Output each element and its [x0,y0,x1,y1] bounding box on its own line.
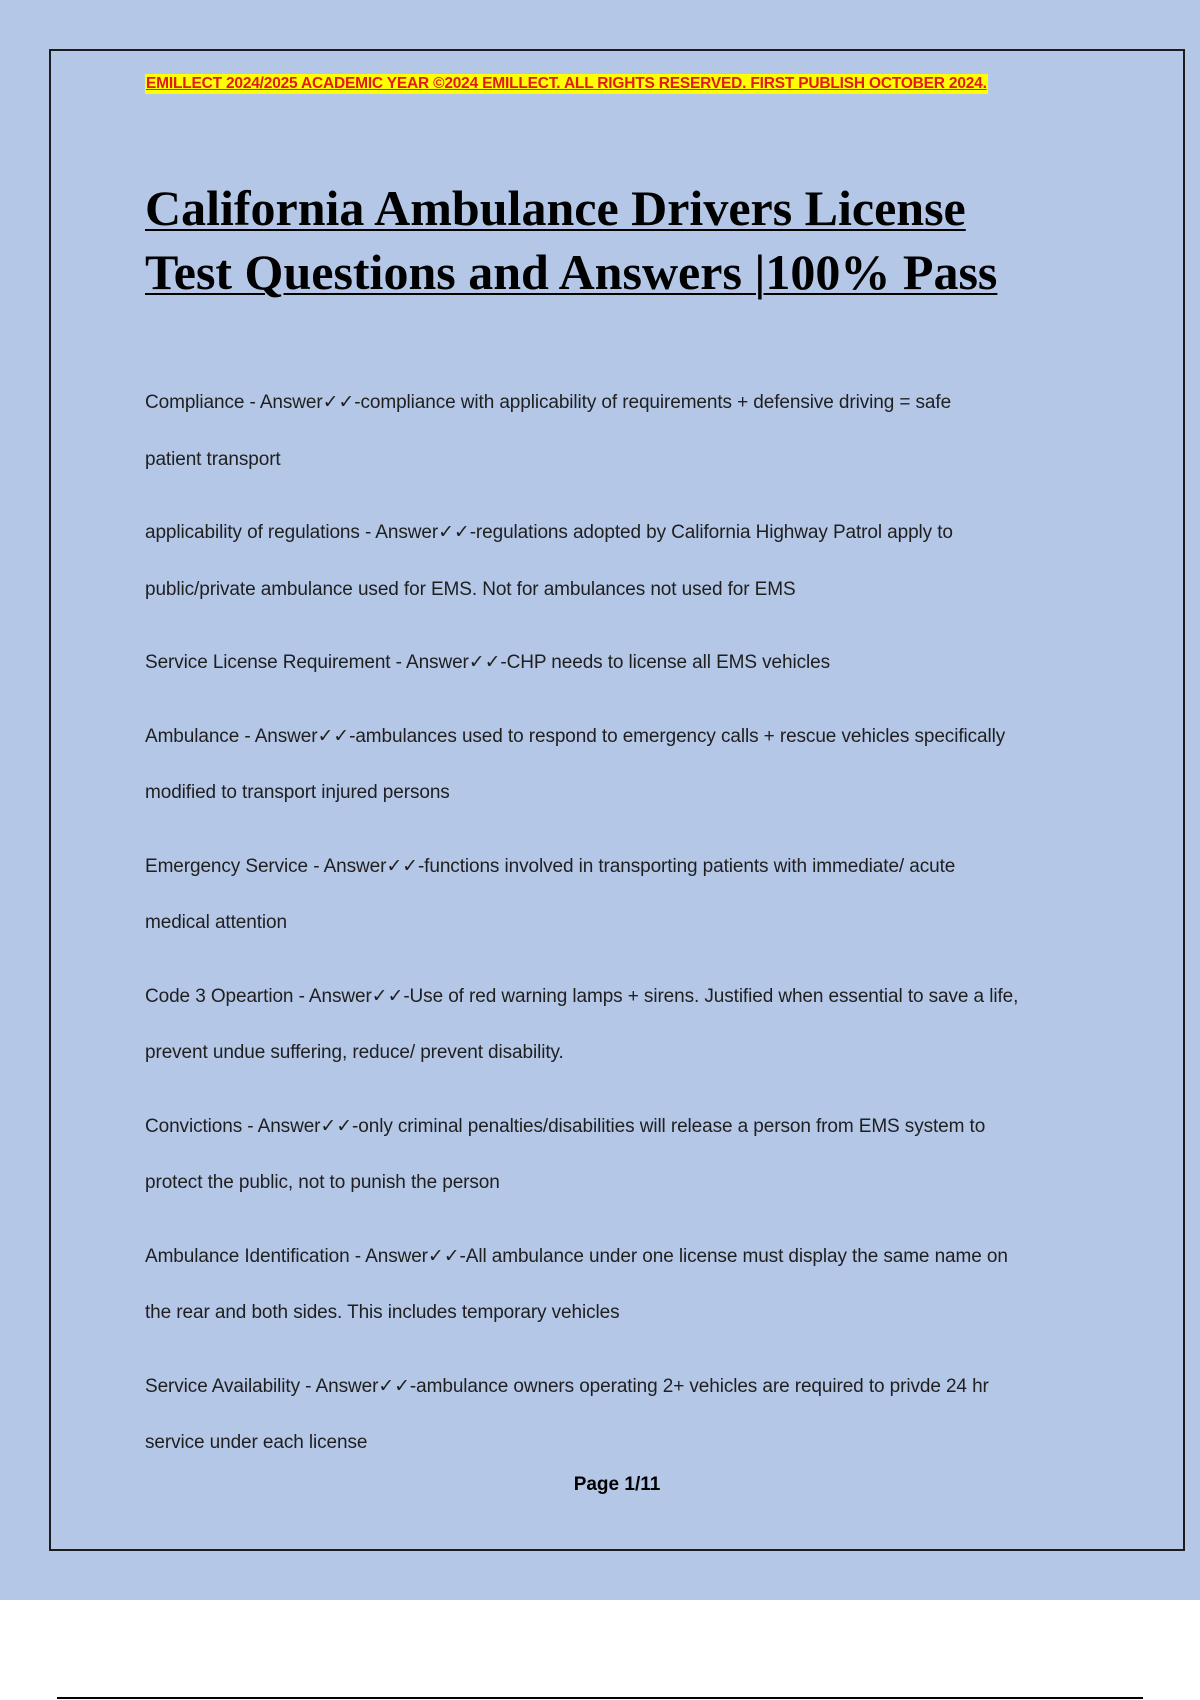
qa-item-service-availability [145,1359,1095,1472]
page-number: Page 1/11 [573,1474,661,1495]
title-line-1: California Ambulance Drivers License [145,180,966,236]
document-title [145,176,1135,304]
qa-item-compliance [145,375,1095,488]
qa-item-code-3 [145,969,1095,1082]
qa-text: Emergency Service - Answer✓✓-functions involved in transporting patients with immediate/ acute [145,855,956,877]
qa-text-continued: patient transport [145,448,281,470]
qa-text-continued: public/private ambulance used for EMS. Not for ambulances not used for EMS [145,578,796,600]
next-page-divider [57,1697,1143,1699]
copyright-banner: EMILLECT 2024/2025 ACADEMIC YEAR ©2024 EMILLECT. ALL RIGHTS RESERVED. FIRST PUBLISH OCTOBER 2024. [146,75,987,92]
qa-text: applicability of regulations - Answer✓✓-regulations adopted by California Highway Patrol apply to [145,522,953,543]
qa-item-emergency-service [145,839,1095,952]
title-line-2: Test Questions and Answers |100% Pass [145,244,998,300]
qa-item-ambulance [145,709,1095,822]
qa-text: Ambulance Identification - Answer✓✓-All ambulance under one license must display the same name on [145,1245,1008,1267]
qa-item-service-license [145,635,1095,692]
qa-text-continued: modified to transport injured persons [145,782,450,803]
qa-item-applicability [145,505,1095,618]
qa-text: Compliance - Answer✓✓-compliance with applicability of requirements + defensive driving = safe [145,392,952,413]
qa-text: Convictions - Answer✓✓-only criminal penalties/disabilities will release a person from EMS system to [145,1115,986,1137]
qa-text-continued: protect the public, not to punish the person [145,1172,500,1193]
qa-text: Service Availability - Answer✓✓-ambulance owners operating 2+ vehicles are required to privde 24 hr [145,1375,989,1397]
qa-text-continued: the rear and both sides. This includes temporary vehicles [145,1302,620,1323]
qa-item-identification [145,1229,1095,1342]
qa-text: Code 3 Opeartion - Answer✓✓-Use of red warning lamps + sirens. Justified when essential to save a life, [145,985,1019,1007]
qa-text-continued: medical attention [145,912,287,933]
qa-text: Ambulance - Answer✓✓-ambulances used to respond to emergency calls + rescue vehicles specifically [145,725,1006,747]
qa-text: Service License Requirement - Answer✓✓-CHP needs to license all EMS vehicles [145,652,830,673]
qa-item-convictions [145,1099,1095,1212]
qa-text-continued: service under each license [145,1432,368,1453]
qa-list [145,375,1095,1489]
qa-text-continued: prevent undue suffering, reduce/ prevent disability. [145,1042,564,1063]
